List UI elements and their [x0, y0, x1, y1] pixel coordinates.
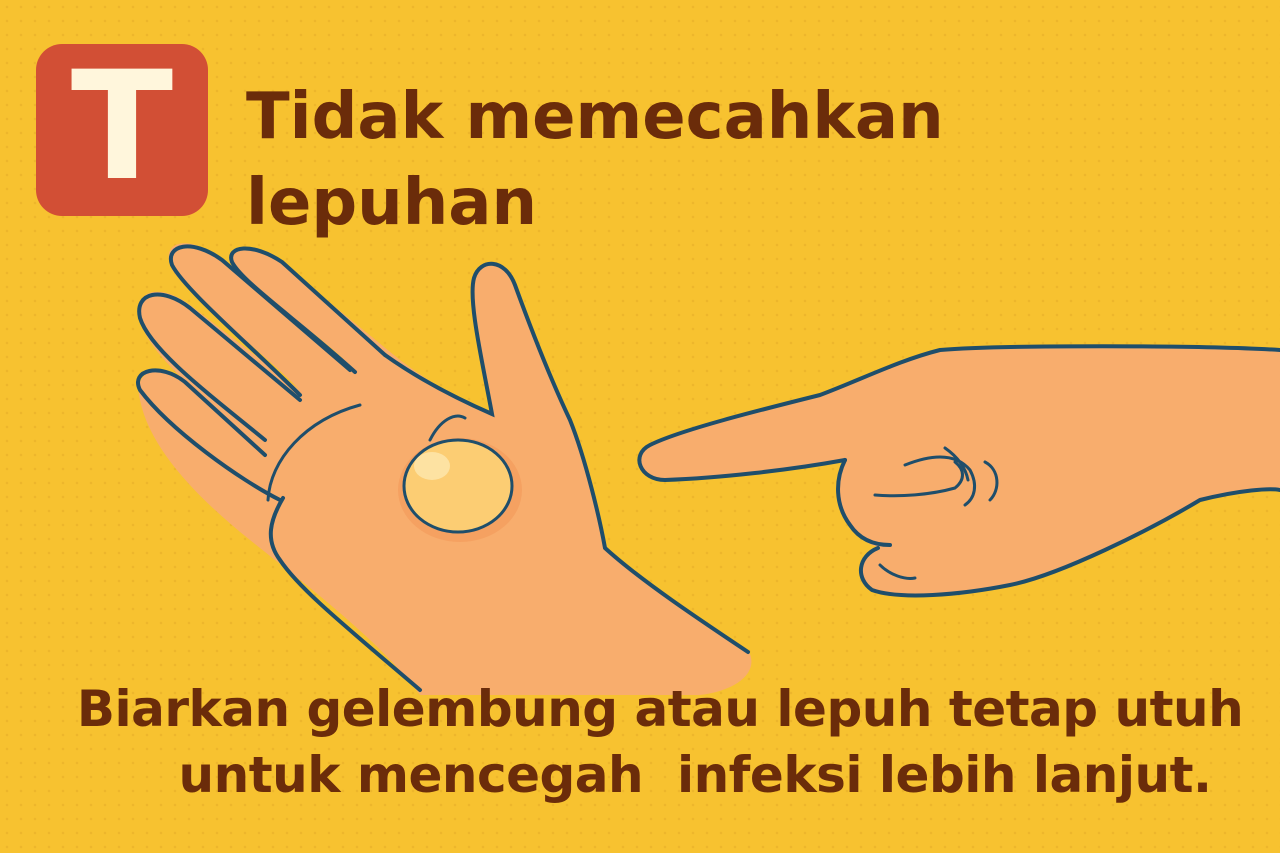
pointing-hand-icon [639, 346, 1280, 595]
badge-letter: T [70, 40, 174, 214]
caption-line-2: untuk mencegah infeksi lebih lanjut. [178, 746, 1212, 804]
title-line-1: Tidak memecahkan [246, 80, 944, 154]
caption-line-1: Biarkan gelembung atau lepuh tetap utuh [76, 680, 1244, 738]
caption [0, 676, 1280, 808]
title-line-2: lepuhan [246, 166, 538, 240]
blister-icon [398, 438, 522, 542]
